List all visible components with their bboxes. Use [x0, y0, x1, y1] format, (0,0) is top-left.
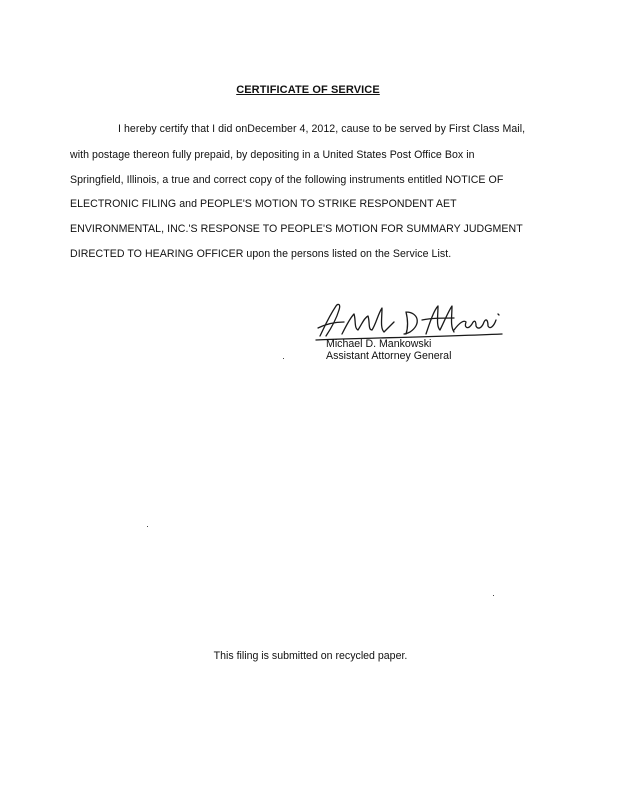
body-line-1: I hereby certify that I did onDecember 4, 2012, cause to be served by First Class Mail, [118, 123, 526, 135]
handwritten-signature [314, 300, 510, 342]
signatory-name: Michael D. Mankowski [326, 338, 432, 350]
recycled-paper-note: This filing is submitted on recycled paper. [213, 650, 408, 662]
body-line-2: with postage thereon fully prepaid, by depositing in a United States Post Office Box in [70, 149, 475, 161]
document-title: CERTIFICATE OF SERVICE [236, 84, 380, 96]
scan-speck [283, 358, 284, 359]
scan-speck [147, 526, 148, 527]
signatory-title: Assistant Attorney General [326, 350, 452, 362]
body-line-5: ENVIRONMENTAL, INC.'S RESPONSE TO PEOPLE'S MOTION FOR SUMMARY JUDGMENT [70, 223, 523, 235]
body-line-4: ELECTRONIC FILING and PEOPLE'S MOTION TO STRIKE RESPONDENT AET [70, 198, 457, 210]
body-line-3: Springfield, Illinois, a true and correct copy of the following instruments entitled NOTICE OF [70, 174, 504, 186]
scan-speck [493, 595, 494, 596]
body-line-6: DIRECTED TO HEARING OFFICER upon the persons listed on the Service List. [70, 248, 452, 260]
